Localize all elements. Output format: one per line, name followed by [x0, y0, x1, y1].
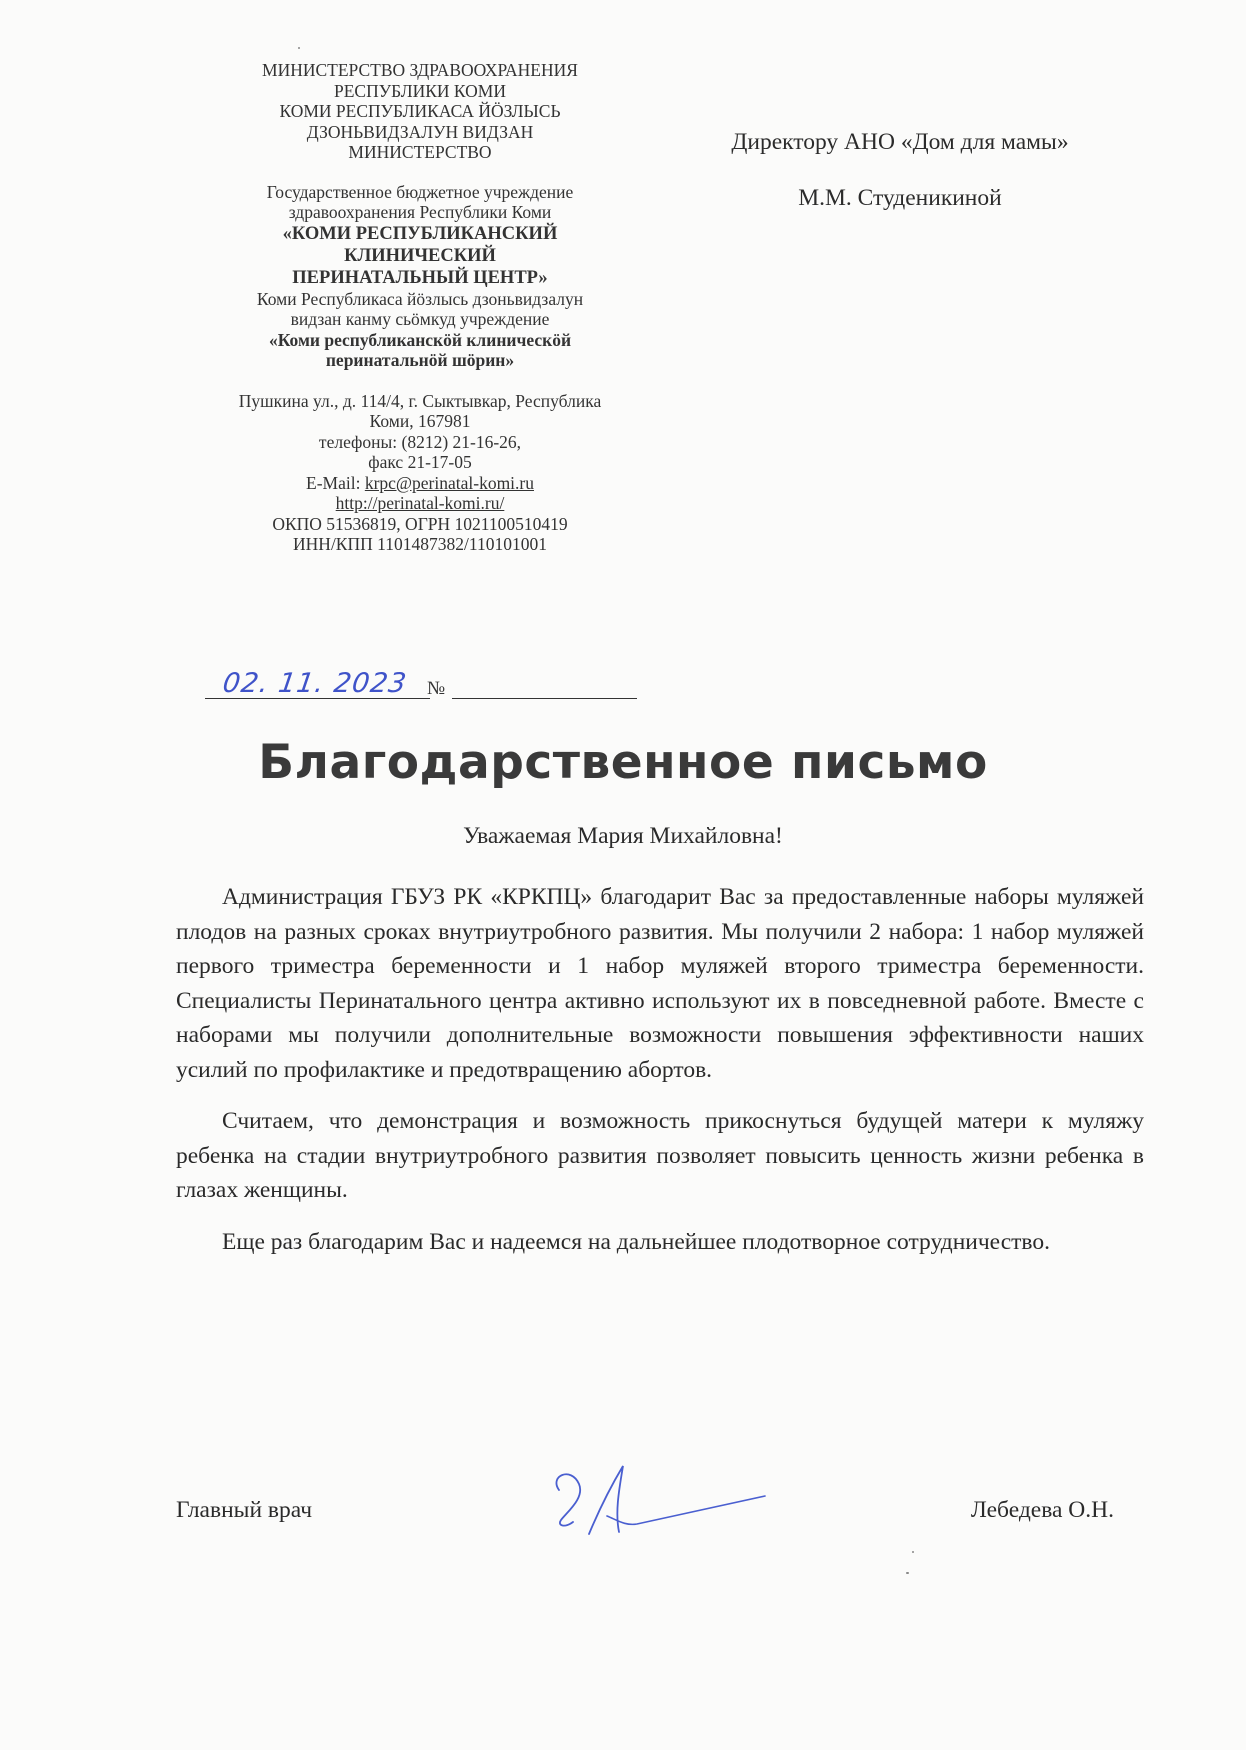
institution-name-komi-line: перинатальнöй шöрин» — [325, 350, 515, 370]
institution-name — [185, 223, 655, 289]
ministry-ru — [185, 60, 655, 101]
body-paragraph: Считаем, что демонстрация и возможность прикоснуться будущей матери к муляжу ребенка на стадии внутриутробного развития позволяет повысить ценность жизни ребенка в глазах женщины. — [176, 1108, 1144, 1203]
number-sign: № — [427, 678, 446, 699]
institution-type-komi — [185, 289, 655, 330]
ministry-komi — [185, 101, 655, 163]
institution-name-line: ПЕРИНАТАЛЬНЫЙ ЦЕНТР» — [292, 267, 548, 288]
fax: факс 21-17-05 — [368, 452, 472, 472]
okpo-ogrn: ОКПО 51536819, ОГРН 1021100510419 — [272, 513, 568, 534]
email-label: E-Mail: — [306, 472, 365, 493]
body-paragraph: Еще раз благодарим Вас и надеемся на дальнейшее плодотворное сотрудничество. — [222, 1228, 1050, 1255]
scan-speck — [912, 1551, 914, 1553]
email-row — [185, 473, 655, 494]
institution-type-komi-line: видзан канму сьöмкуд учреждение — [290, 309, 550, 329]
institution-type — [185, 182, 655, 223]
signer-name: Лебедева О.Н. — [970, 1497, 1114, 1523]
salutation: Уважаемая Мария Михайловна! — [463, 823, 783, 849]
addressee-name: М.М. Студеникиной — [798, 185, 1002, 211]
ministry-komi-line: ДЗОНЬВИДЗАЛУН ВИДЗАН — [306, 121, 534, 142]
website-link[interactable]: http://perinatal-komi.ru/ — [335, 493, 505, 513]
institution-name-line: «КОМИ РЕСПУБЛИКАНСКИЙ — [282, 223, 558, 244]
institution-name-komi-line: «Коми республиканскöй клиническöй — [268, 329, 572, 350]
registration-row — [205, 668, 635, 706]
body-paragraph: Администрация ГБУЗ РК «КРКПЦ» благодарит Вас за предоставленные наборы муляжей плодов на разных сроках внутриутробного развития. Мы получили 2 набора: 1 набор муляжей первого триместра беременности и 1 набор муляжей второго триместра беременности. Специалисты Перинатального центра активно используют их в повседневной работе. Вместе с наборами мы получили дополнительные возможности повышения эффективности наших усилий по профилактике и предотвращению абортов. — [176, 884, 1144, 1083]
email-link[interactable]: krpc@perinatal-komi.ru — [364, 472, 534, 493]
contacts — [185, 391, 655, 555]
inn-kpp: ИНН/КПП 1101487382/110101001 — [293, 534, 547, 554]
scan-speck — [298, 47, 300, 49]
scan-speck — [906, 1572, 909, 1574]
address-line: Пушкина ул., д. 114/4, г. Сыктывкар, Республика — [238, 390, 602, 411]
institution-type-komi-line: Коми Республикаса йöзлысь дзоньвидзалун — [256, 288, 584, 309]
letter-body — [176, 880, 1144, 1276]
signature-row — [176, 1497, 1144, 1537]
addressee — [660, 128, 1140, 212]
phones: телефоны: (8212) 21-16-26, — [318, 431, 522, 452]
addressee-position: Директору АНО «Дом для мамы» — [731, 129, 1069, 155]
number-underline — [452, 698, 637, 699]
address-line: Коми, 167981 — [369, 411, 471, 431]
ministry-komi-line: КОМИ РЕСПУБЛИКАСА ЙÖЗЛЫСЬ — [279, 101, 561, 121]
institution-type-line: Государственное бюджетное учреждение — [266, 181, 574, 202]
ministry-komi-line: МИНИСТЕРСТВО — [348, 142, 492, 162]
signer-position: Главный врач — [176, 1497, 313, 1523]
ministry-ru-line: МИНИСТЕРСТВО ЗДРАВООХРАНЕНИЯ — [262, 60, 578, 80]
institution-type-line: здравоохранения Республики Коми — [288, 202, 552, 222]
institution-name-komi — [185, 330, 655, 371]
letterhead — [185, 60, 655, 555]
ministry-ru-line: РЕСПУБЛИКИ КОМИ — [333, 80, 506, 101]
institution-name-line: КЛИНИЧЕСКИЙ — [344, 245, 496, 266]
handwritten-date: 02. 11. 2023 — [220, 668, 409, 699]
document-title: Благодарственное письмо — [258, 735, 988, 790]
